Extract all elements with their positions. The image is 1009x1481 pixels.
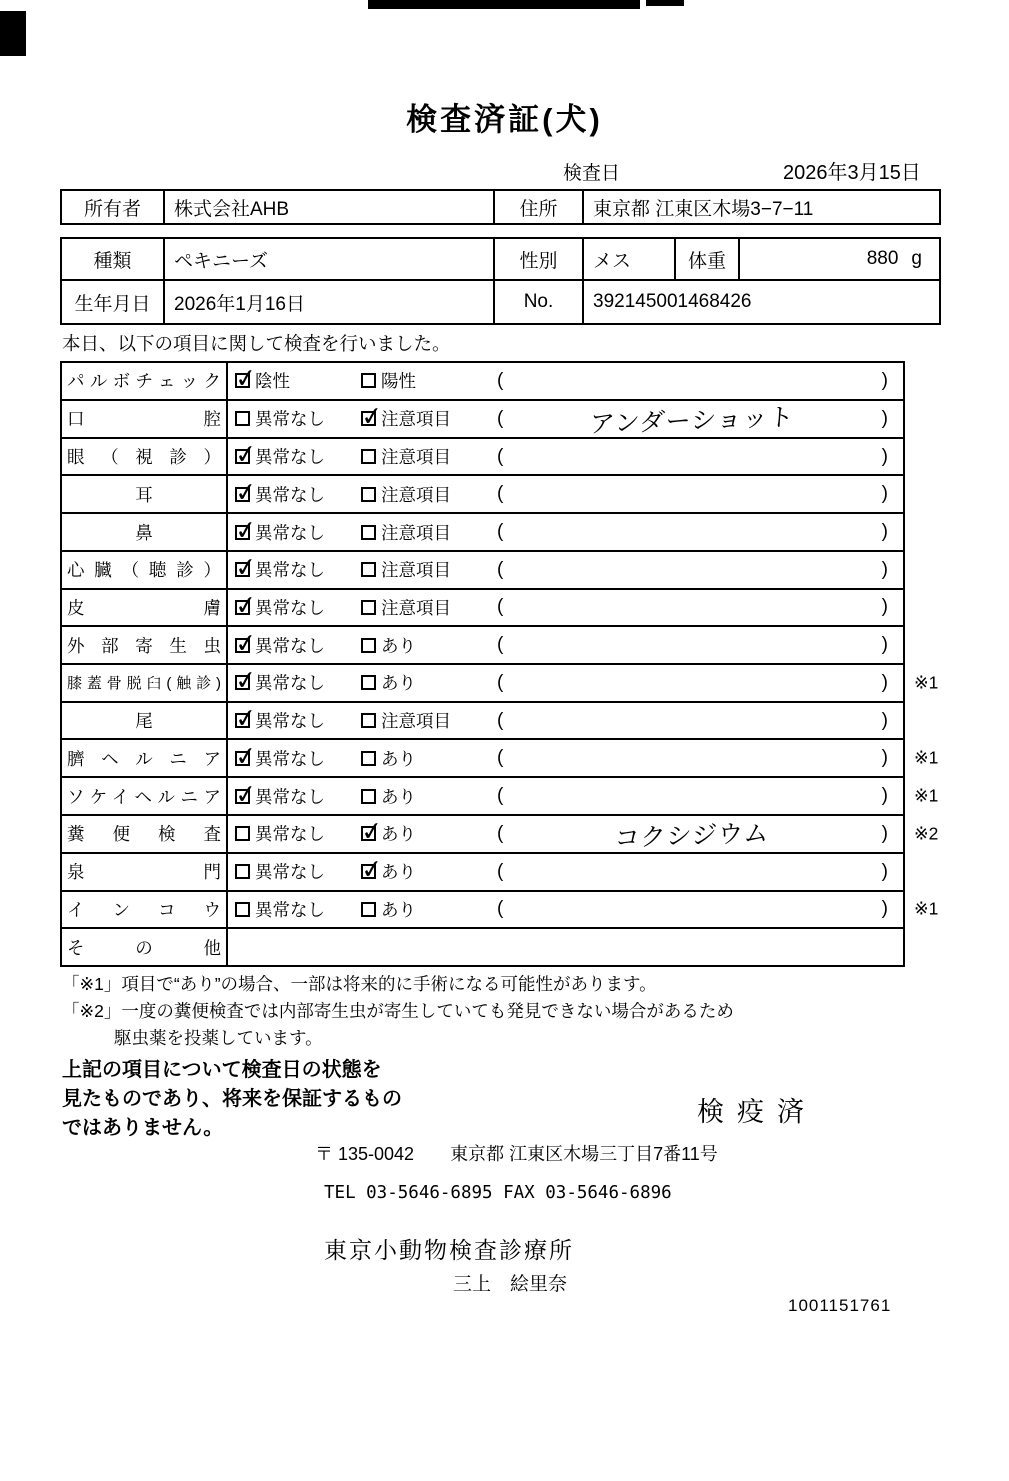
option-2-label: あり <box>381 899 416 920</box>
option-1 <box>228 854 359 890</box>
option-2 <box>359 363 495 399</box>
inspection-table <box>60 361 939 967</box>
result-note <box>495 665 903 701</box>
result-note <box>495 703 903 739</box>
scan-artifact-corner <box>0 11 26 56</box>
inspection-item-label: 膝蓋骨脱臼(触診) <box>67 675 221 693</box>
inspection-row <box>62 514 903 552</box>
option-2 <box>359 476 495 512</box>
paren-close: ) <box>881 898 888 920</box>
option-1-label: 異常なし <box>255 597 325 618</box>
inspection-item-label: 眼（視診） <box>67 447 221 468</box>
option-2-label: 注意項目 <box>381 484 451 505</box>
handwritten-note <box>503 789 881 802</box>
option-2-label: 注意項目 <box>381 711 451 732</box>
checkbox-checked-icon <box>361 864 376 879</box>
checkbox-checked-icon <box>235 638 250 653</box>
no-label: No. <box>495 281 584 323</box>
option-1-label: 異常なし <box>255 711 325 732</box>
option-1 <box>228 439 359 475</box>
handwritten-note: アンダーショット <box>588 403 796 439</box>
paren-open: ( <box>497 596 504 618</box>
option-1-label: 異常なし <box>255 899 325 920</box>
option-1 <box>228 401 359 437</box>
option-2 <box>359 401 495 437</box>
result-note <box>495 552 903 588</box>
option-2 <box>359 590 495 626</box>
inspection-item-label: その他 <box>67 937 221 958</box>
inspection-row <box>62 665 939 703</box>
paren-close: ) <box>881 407 888 429</box>
footnote-mark: ※1 <box>914 747 939 768</box>
inspection-row <box>62 401 903 439</box>
paren-close: ) <box>881 369 888 391</box>
option-1-label: 異常なし <box>255 409 325 430</box>
inspection-item-label: 外部寄生虫 <box>67 635 221 656</box>
paren-open: ( <box>497 634 504 656</box>
option-2 <box>359 665 495 701</box>
option-2-label: あり <box>381 673 416 694</box>
inspection-item-label-cell <box>62 778 228 814</box>
inspection-item-label: 耳 <box>135 484 153 505</box>
inspection-row <box>62 892 939 930</box>
option-1-label: 異常なし <box>255 447 325 468</box>
result-note <box>495 514 903 550</box>
page-title: 検査済証(犬) <box>406 102 603 137</box>
option-2-label: あり <box>381 635 416 656</box>
breed-value: ペキニーズ <box>165 239 495 279</box>
checkbox-checked-icon <box>361 411 376 426</box>
checkbox-icon <box>361 713 376 728</box>
scan-artifact-bar <box>368 0 640 9</box>
statement-line-3: ではありません。 <box>62 1117 224 1139</box>
checkbox-checked-icon <box>235 675 250 690</box>
result-note <box>495 778 903 814</box>
inspection-row <box>62 439 903 477</box>
option-2-label: あり <box>381 748 416 769</box>
statement-line-1: 上記の項目について検査日の状態を <box>62 1059 382 1081</box>
sex-value: メス <box>584 239 676 279</box>
paren-close: ) <box>881 709 888 731</box>
paren-close: ) <box>881 822 888 844</box>
paren-close: ) <box>881 785 888 807</box>
option-1 <box>228 740 359 776</box>
option-1 <box>228 363 359 399</box>
option-2 <box>359 778 495 814</box>
inspection-item-label-cell <box>62 665 228 701</box>
checkbox-icon <box>361 600 376 615</box>
handwritten-note <box>503 488 881 501</box>
result-note <box>495 854 903 890</box>
paren-open: ( <box>497 521 504 543</box>
footnote-mark: ※2 <box>914 823 939 844</box>
option-2-label: 陽性 <box>381 371 416 392</box>
option-2-label: あり <box>381 786 416 807</box>
clinic-tel-fax: TEL 03-5646-6895 FAX 03-5646-6896 <box>324 1183 672 1203</box>
option-2 <box>359 627 495 663</box>
handwritten-note: コクシジウム <box>613 819 771 853</box>
inspection-item-label-cell <box>62 892 228 928</box>
checkbox-checked-icon <box>235 373 250 388</box>
option-1 <box>228 476 359 512</box>
checkbox-icon <box>361 789 376 804</box>
option-1-label: 異常なし <box>255 862 325 883</box>
inspection-row <box>62 627 903 665</box>
inspection-item-label-cell <box>62 929 228 965</box>
paren-open: ( <box>497 709 504 731</box>
checkbox-checked-icon <box>235 449 250 464</box>
inspection-row <box>62 778 939 816</box>
inspection-item-label-cell <box>62 627 228 663</box>
option-2 <box>359 439 495 475</box>
serial-number: 1001151761 <box>788 1296 892 1315</box>
footnote-mark: ※1 <box>914 898 939 919</box>
footnote-1: 「※1」項目で“あり”の場合、一部は将来的に手術になる可能性があります。 <box>62 974 657 994</box>
checkbox-checked-icon <box>235 751 250 766</box>
option-1-label: 異常なし <box>255 522 325 543</box>
paren-close: ) <box>881 445 888 467</box>
option-2 <box>359 892 495 928</box>
option-1 <box>228 514 359 550</box>
inspection-item-label-cell <box>62 552 228 588</box>
inspection-item-label-cell <box>62 590 228 626</box>
clinic-postal-address: 〒 135-0042 東京都 江東区木場三丁目7番11号 <box>315 1144 718 1164</box>
result-note <box>495 590 903 626</box>
option-1 <box>228 816 359 852</box>
paren-close: ) <box>881 747 888 769</box>
checkbox-icon <box>235 902 250 917</box>
footnote-2: 「※2」一度の糞便検査では内部寄生虫が寄生していても発見できない場合があるため <box>62 1001 734 1021</box>
inspection-row <box>62 552 903 590</box>
disclaimer-statement <box>62 1056 402 1143</box>
paren-open: ( <box>497 369 504 391</box>
inspection-item-label: 泉門 <box>67 862 221 883</box>
weight-label: 体重 <box>676 239 740 279</box>
checkbox-icon <box>361 562 376 577</box>
inspection-item-label-cell <box>62 703 228 739</box>
inspection-row <box>62 703 903 741</box>
statement-line-2: 見たものであり、将来を保証するもの <box>62 1088 402 1110</box>
option-1 <box>228 703 359 739</box>
paren-close: ) <box>881 558 888 580</box>
owner-value: 株式会社AHB <box>165 191 495 223</box>
option-1 <box>228 590 359 626</box>
inspection-item-label: 鼻 <box>135 522 153 543</box>
result-note <box>495 476 903 512</box>
inspection-item-label: パルボチェック <box>67 371 221 392</box>
paren-open: ( <box>497 671 504 693</box>
option-2 <box>359 854 495 890</box>
inspection-item-label-cell <box>62 514 228 550</box>
footnote-2-continued: 駆虫薬を投薬しています。 <box>114 1028 323 1048</box>
pet-info-table <box>60 237 941 325</box>
pet-info-row-2 <box>62 281 939 323</box>
inspection-row <box>62 816 939 854</box>
option-2 <box>359 816 495 852</box>
weight-value-cell <box>740 239 939 279</box>
checkbox-checked-icon <box>235 487 250 502</box>
paren-close: ) <box>881 521 888 543</box>
handwritten-note <box>503 639 881 652</box>
weight-unit: g <box>911 248 922 269</box>
option-1-label: 異常なし <box>255 560 325 581</box>
inspection-row <box>62 476 903 514</box>
handwritten-note <box>503 450 881 463</box>
handwritten-note <box>503 676 881 689</box>
option-1 <box>228 665 359 701</box>
checkbox-icon <box>361 751 376 766</box>
checkbox-icon <box>361 373 376 388</box>
result-note <box>495 892 903 928</box>
handwritten-note <box>503 752 881 765</box>
checkbox-checked-icon <box>235 713 250 728</box>
checkbox-icon <box>361 449 376 464</box>
footnote-mark: ※1 <box>914 785 939 806</box>
inspection-date-value: 2026年3月15日 <box>783 162 921 184</box>
option-2 <box>359 703 495 739</box>
checkbox-icon <box>235 411 250 426</box>
option-2 <box>359 552 495 588</box>
checkbox-icon <box>361 675 376 690</box>
handwritten-note <box>503 563 881 576</box>
inspector-name: 三上 絵里奈 <box>453 1274 568 1295</box>
inspection-item-label-cell <box>62 816 228 852</box>
birthdate-value: 2026年1月16日 <box>165 281 495 323</box>
option-2-label: あり <box>381 824 416 845</box>
clinic-name: 東京小動物検査診療所 <box>324 1237 574 1263</box>
birthdate-label: 生年月日 <box>62 281 165 323</box>
checkbox-icon <box>361 525 376 540</box>
owner-table <box>60 189 941 225</box>
sex-label: 性別 <box>495 239 584 279</box>
paren-open: ( <box>497 785 504 807</box>
option-1 <box>228 552 359 588</box>
option-1-label: 異常なし <box>255 748 325 769</box>
checkbox-icon <box>361 638 376 653</box>
paren-close: ) <box>881 860 888 882</box>
inspection-item-label-cell <box>62 740 228 776</box>
footnote-mark: ※1 <box>914 672 939 693</box>
inspection-item-label-cell <box>62 363 228 399</box>
inspection-row <box>62 363 903 401</box>
pet-info-row-1 <box>62 239 939 281</box>
paren-open: ( <box>497 898 504 920</box>
inspection-item-label: ソケイヘルニア <box>67 786 221 807</box>
paren-open: ( <box>497 822 504 844</box>
footnotes <box>62 971 734 1052</box>
checkbox-checked-icon <box>235 600 250 615</box>
option-1-label: 異常なし <box>255 824 325 845</box>
paren-close: ) <box>881 634 888 656</box>
paren-open: ( <box>497 483 504 505</box>
handwritten-note <box>503 903 881 916</box>
inspection-item-label-cell <box>62 439 228 475</box>
result-note <box>495 627 903 663</box>
option-2-label: 注意項目 <box>381 409 451 430</box>
paren-open: ( <box>497 860 504 882</box>
option-1-label: 異常なし <box>255 673 325 694</box>
option-2-label: 注意項目 <box>381 597 451 618</box>
address-value: 東京都 江東区木場3−7−11 <box>593 198 814 220</box>
option-2-label: 注意項目 <box>381 560 451 581</box>
checkbox-checked-icon <box>235 789 250 804</box>
quarantine-passed-stamp: 検疫済 <box>697 1097 817 1127</box>
inspection-date-label: 検査日 <box>563 163 621 184</box>
checkbox-checked-icon <box>235 562 250 577</box>
paren-close: ) <box>881 671 888 693</box>
paren-open: ( <box>497 558 504 580</box>
result-note <box>495 439 903 475</box>
option-1-label: 異常なし <box>255 635 325 656</box>
option-1 <box>228 627 359 663</box>
inspection-row <box>62 929 903 965</box>
inspection-item-label-cell <box>62 401 228 437</box>
option-2-label: 注意項目 <box>381 522 451 543</box>
inspection-item-label-cell <box>62 476 228 512</box>
option-1-label: 陰性 <box>255 371 290 392</box>
inspection-item-label: インコウ <box>67 899 221 920</box>
handwritten-note <box>503 714 881 727</box>
breed-label: 種類 <box>62 239 165 279</box>
result-note <box>495 816 903 852</box>
checkbox-icon <box>235 864 250 879</box>
option-1-label: 異常なし <box>255 786 325 807</box>
option-1 <box>228 892 359 928</box>
option-1-label: 異常なし <box>255 484 325 505</box>
no-value: 392145001468426 <box>593 291 752 312</box>
checkbox-checked-icon <box>235 525 250 540</box>
handwritten-note <box>503 601 881 614</box>
handwritten-note <box>503 865 881 878</box>
option-2 <box>359 514 495 550</box>
option-2 <box>359 740 495 776</box>
handwritten-note <box>503 525 881 538</box>
handwritten-note <box>503 374 881 387</box>
scan-artifact-bar <box>646 0 684 6</box>
result-note <box>495 401 903 437</box>
inspection-item-label: 口腔 <box>67 409 221 430</box>
option-2-label: 注意項目 <box>381 447 451 468</box>
owner-label: 所有者 <box>62 191 165 223</box>
paren-close: ) <box>881 483 888 505</box>
owner-row <box>62 191 939 223</box>
inspection-item-label: 糞便検査 <box>67 824 221 845</box>
inspection-item-label: 臍ヘルニア <box>67 748 221 769</box>
inspection-row <box>62 854 903 892</box>
address-label: 住所 <box>495 191 584 223</box>
inspection-item-label: 心臓（聴診） <box>67 560 221 581</box>
option-1 <box>228 778 359 814</box>
paren-open: ( <box>497 407 504 429</box>
intro-text: 本日、以下の項目に関して検査を行いました。 <box>62 333 451 354</box>
inspection-item-label: 皮膚 <box>67 597 221 618</box>
checkbox-icon <box>235 826 250 841</box>
inspection-row <box>62 590 903 628</box>
paren-open: ( <box>497 445 504 467</box>
checkbox-icon <box>361 487 376 502</box>
paren-open: ( <box>497 747 504 769</box>
inspection-item-label: 尾 <box>135 711 153 732</box>
inspection-row <box>62 740 939 778</box>
result-note <box>495 363 903 399</box>
weight-value: 880 <box>866 248 899 269</box>
checkbox-icon <box>361 902 376 917</box>
option-2-label: あり <box>381 862 416 883</box>
checkbox-checked-icon <box>361 826 376 841</box>
result-note <box>495 740 903 776</box>
paren-close: ) <box>881 596 888 618</box>
inspection-item-label-cell <box>62 854 228 890</box>
